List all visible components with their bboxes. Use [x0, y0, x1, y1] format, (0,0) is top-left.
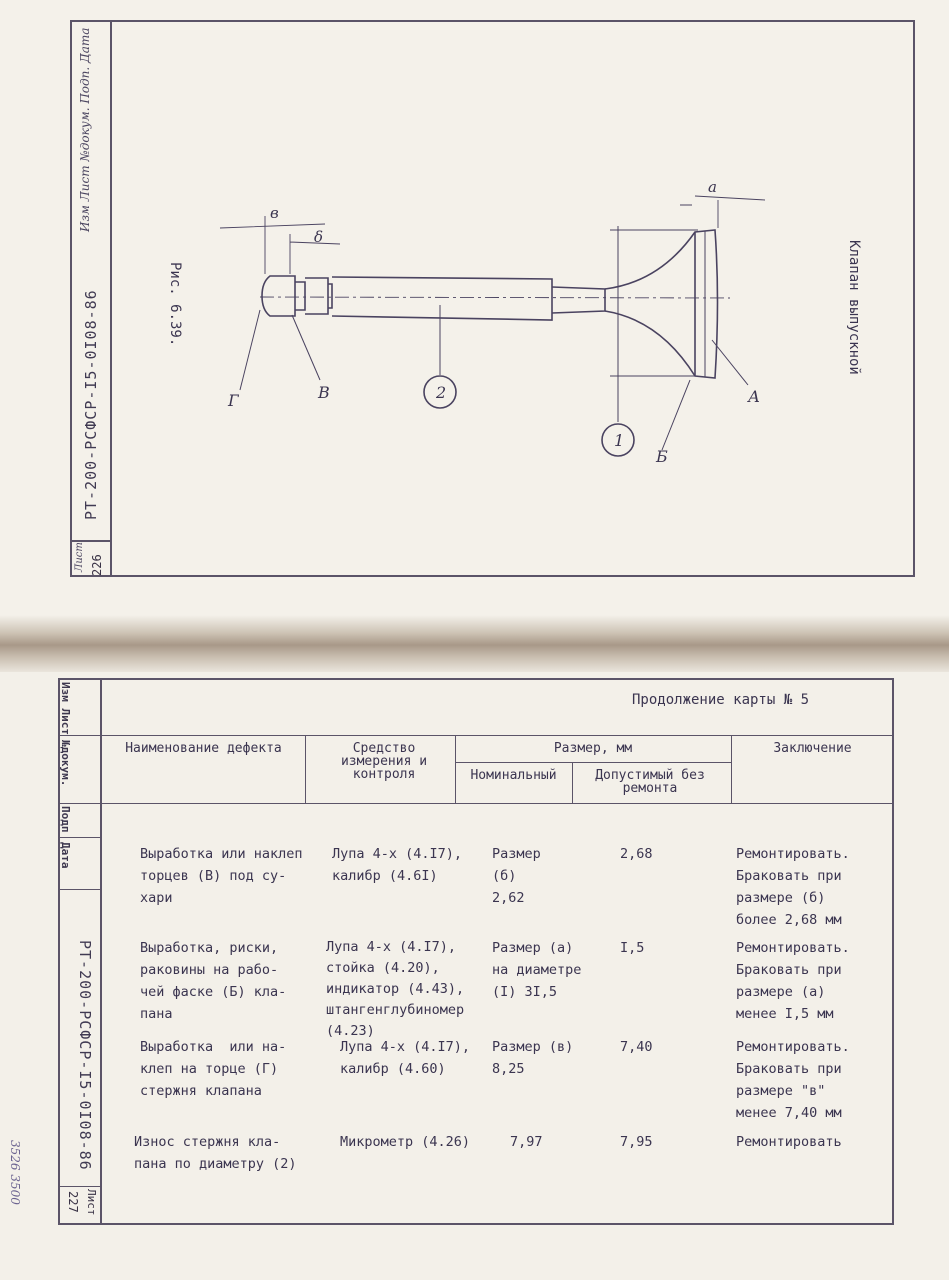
row3-nominal: Размер (в) 8,25 [492, 1039, 574, 1077]
valve-drawing [200, 170, 800, 470]
bottom-doc-code: РТ-200-РСФСР-I5-0I08-86 [76, 940, 94, 1171]
top-sheet-label: Лист [74, 542, 85, 572]
row2-defect: Выработка, риски, раковины на рабо- чей фаске (Б) кла- пана [140, 940, 287, 1022]
top-stamp-text: Изм Лист №докум. Подп. Дата [78, 27, 92, 232]
row2-allowed: I,5 [620, 940, 645, 956]
top-title: Клапан выпускной [846, 240, 862, 375]
row3-defect: Выработка или на- клеп на торце (Г) стержня клапана [140, 1039, 287, 1099]
continuation-title: Продолжение карты № 5 [632, 692, 810, 708]
row1-conclusion: Ремонтировать. Браковать при размере (б) более 2,68 мм [736, 846, 850, 928]
top-sheet-number: 226 [90, 554, 104, 576]
row4-allowed: 7,95 [620, 1134, 653, 1150]
size-sub-line [455, 762, 731, 763]
stamp-izm-list: Изм Лист [59, 682, 72, 735]
row4-conclusion: Ремонтировать [736, 1134, 842, 1150]
label-A: А [748, 387, 761, 406]
label-circle-2: 2 [436, 383, 447, 402]
figure-caption: Рис. 6.39. [167, 262, 183, 347]
row4-defect: Износ стержня кла- пана по диаметру (2) [134, 1134, 297, 1172]
stamp-cell-list [58, 678, 100, 736]
row3-allowed: 7,40 [620, 1039, 653, 1055]
header-allowed: Допустимый без ремонта [595, 768, 705, 796]
top-stamp-column [70, 20, 112, 577]
label-B: Б [656, 447, 668, 466]
valve-collar [305, 278, 328, 314]
label-a: а [708, 178, 717, 196]
stamp-cell-data [58, 838, 100, 890]
bottom-sheet-number-box [58, 1186, 100, 1223]
valve-stem-end [262, 276, 295, 316]
col-sep-3 [572, 762, 573, 803]
row3-conclusion: Ремонтировать. Браковать при размере "в" менее 7,40 мм [736, 1039, 850, 1121]
stamp-podp: Подп [59, 806, 72, 833]
row2-nominal: Размер (а) на диаметре (I) 3I,5 [492, 940, 582, 1000]
valve-head [605, 230, 718, 378]
row1-nominal: Размер (б) 2,62 [492, 846, 541, 906]
valve-stem [332, 277, 552, 320]
header-bottom-line [102, 803, 894, 804]
valve-groove [295, 282, 305, 310]
header-conclusion: Заключение [773, 741, 852, 756]
header-defect: Наименование дефекта [125, 741, 282, 756]
row4-means: Микрометр (4.26) [340, 1134, 471, 1150]
book-fold [0, 615, 949, 675]
stamp-cell-ndokum [58, 736, 100, 804]
row1-means: Лупа 4-х (4.I7), калибр (4.6I) [332, 846, 463, 884]
bottom-stamp-column [58, 678, 102, 1225]
row4-nominal: 7,97 [510, 1134, 543, 1150]
header-nominal: Номинальный [470, 768, 557, 783]
stamp-ndokum: №докум. [59, 740, 72, 787]
header-size: Размер, мм [553, 741, 633, 756]
handwritten-note: 3526 3500 [8, 1140, 22, 1205]
row2-means: Лупа 4-х (4.I7), стойка (4.20), индикатор (4.43), штангенглубиномер (4.23) [326, 939, 465, 1039]
stamp-cell-podp [58, 804, 100, 838]
label-circle-1: 1 [614, 431, 625, 450]
valve-neck [552, 287, 605, 313]
col-sep-1 [305, 735, 306, 803]
row1-allowed: 2,68 [620, 846, 653, 862]
header-means: Средство измерения и контроля [340, 741, 428, 782]
bottom-sheet-label: Лист [85, 1189, 98, 1216]
table-top-line [102, 735, 894, 736]
label-V: В [318, 383, 330, 402]
label-delta: δ [314, 228, 324, 246]
row1-defect: Выработка или наклеп торцев (В) под су- хари [140, 846, 303, 906]
row2-conclusion: Ремонтировать. Браковать при размере (а) менее I,5 мм [736, 940, 850, 1022]
stamp-data: Дата [59, 842, 72, 869]
label-v-top: в [270, 204, 279, 222]
label-G: Г [228, 391, 239, 410]
top-sheet-number-box [70, 540, 112, 577]
top-doc-code: РТ-200-РСФСР-I5-0I08-86 [82, 289, 100, 520]
bottom-sheet-number: 227 [66, 1191, 80, 1213]
row3-means: Лупа 4-х (4.I7), калибр (4.60) [340, 1039, 471, 1077]
